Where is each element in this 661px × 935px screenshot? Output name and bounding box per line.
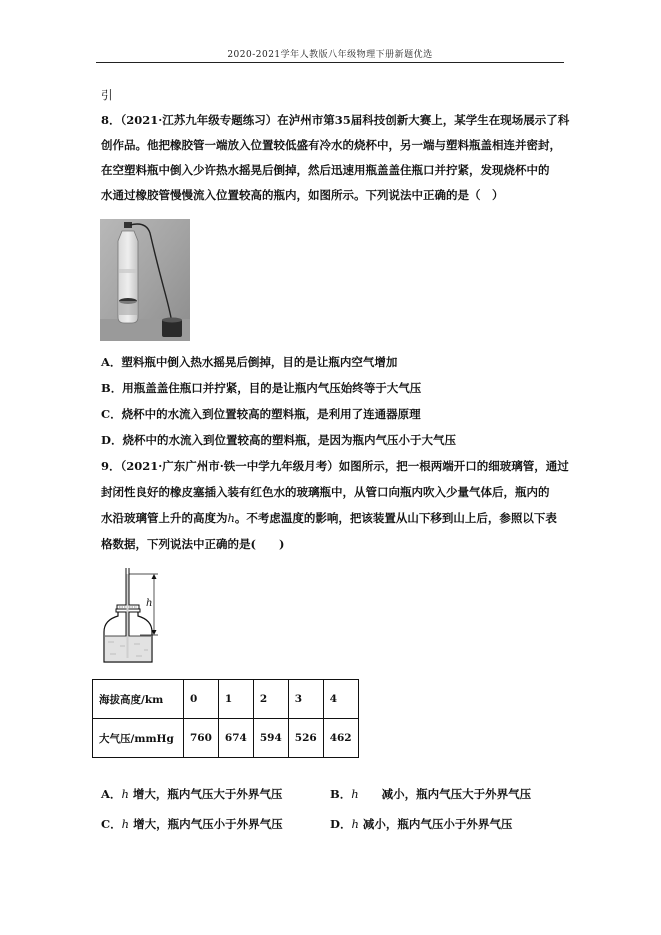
q8-line-2: 创作品。他把橡胶管一端放入位置较低盛有冷水的烧杯中，另一端与塑料瓶盖相连并密封， xyxy=(101,138,561,152)
q8-line-3: 在空塑料瓶中倒入少许热水摇晃后倒掉，然后迅速用瓶盖盖住瓶口并拧紧，发现烧杯中的 xyxy=(101,163,550,177)
table-cell: 3 xyxy=(288,680,323,719)
altitude-pressure-table xyxy=(92,679,359,758)
q8-source: （2021·江苏九年级专题练习） xyxy=(120,113,278,127)
option-letter: B． xyxy=(330,787,352,801)
option-text: 增大，瓶内气压小于外界气压 xyxy=(129,817,283,831)
table-cell: 526 xyxy=(288,719,323,758)
q9-h-symbol: h xyxy=(227,511,235,525)
table-row xyxy=(93,719,359,758)
q9-number: 9． xyxy=(101,459,121,473)
table-cell: 674 xyxy=(218,719,253,758)
q8-option-c: C．烧杯中的水流入到位置较高的塑料瓶，是利用了连通器原理 xyxy=(101,407,421,421)
option-h-symbol: h xyxy=(121,817,130,831)
q8-option-d: D．烧杯中的水流入到位置较高的塑料瓶，是因为瓶内气压小于大气压 xyxy=(101,433,456,447)
table-header-altitude: 海拔高度/km xyxy=(93,680,184,719)
q9-option-b xyxy=(330,787,531,801)
option-text: 减小，瓶内气压小于外界气压 xyxy=(358,817,513,831)
q8-text-1: 在泸州市第35届科技创新大赛上，某学生在现场展示了科 xyxy=(277,113,570,127)
table-row xyxy=(93,680,359,719)
q9-option-c xyxy=(101,817,283,831)
table-cell: 760 xyxy=(184,719,219,758)
table-cell: 594 xyxy=(253,719,288,758)
q9-bottle-diagram xyxy=(100,566,178,666)
q9-line-2: 封闭性良好的橡皮塞插入装有红色水的玻璃瓶中，从管口向瓶内吹入少量气体后，瓶内的 xyxy=(101,485,550,499)
table-cell: 462 xyxy=(323,719,358,758)
q9-text-3a: 水沿玻璃管上升的高度为 xyxy=(101,511,228,525)
q8-apparatus-photo xyxy=(100,219,190,341)
table-cell: 1 xyxy=(218,680,253,719)
q9-text-1: 如图所示，把一根两端开口的细玻璃管，通过 xyxy=(338,459,569,473)
q9-text-3b: 。不考虑温度的影响，把该装置从山下移到山上后，参照以下表 xyxy=(234,511,557,525)
option-h-symbol: h xyxy=(121,787,129,801)
q8-option-b: B．用瓶盖盖住瓶口并拧紧，目的是让瓶内气压始终等于大气压 xyxy=(101,381,422,395)
diagram-h-label: h xyxy=(146,598,153,609)
q9-line-4: 格数据，下列说法中正确的是( ) xyxy=(101,537,285,551)
table-cell: 4 xyxy=(323,680,358,719)
q8-line-4: 水通过橡胶管慢慢流入位置较高的瓶内，如图所示。下列说法中正确的是（ ） xyxy=(101,188,504,202)
option-letter: A． xyxy=(101,787,122,801)
q8-number: 8． xyxy=(101,113,121,127)
q9-line-3 xyxy=(101,511,557,525)
q8-option-a: A．塑料瓶中倒入热水摇晃后倒掉，目的是让瓶内空气增加 xyxy=(101,355,398,369)
table-cell: 2 xyxy=(253,680,288,719)
option-text: 减小，瓶内气压大于外界气压 xyxy=(358,787,532,801)
q9-option-d xyxy=(330,817,512,831)
q9-line-1 xyxy=(101,459,569,473)
option-h-symbol: h xyxy=(351,817,359,831)
option-letter: C． xyxy=(101,817,122,831)
header-rule xyxy=(96,62,564,63)
q8-line-1 xyxy=(101,113,569,127)
option-h-symbol: h xyxy=(351,787,359,801)
page-header: 2020-2021学年人教版八年级物理下册新题优选 xyxy=(227,50,433,60)
option-text: 增大，瓶内气压大于外界气压 xyxy=(128,787,283,801)
table-header-pressure: 大气压/mmHg xyxy=(93,719,184,758)
fragment-text: 引 xyxy=(101,88,113,102)
q9-option-a xyxy=(101,787,282,801)
q9-source: （2021·广东广州市·铁一中学九年级月考） xyxy=(120,459,339,473)
table-cell: 0 xyxy=(184,680,219,719)
option-letter: D． xyxy=(330,817,352,831)
